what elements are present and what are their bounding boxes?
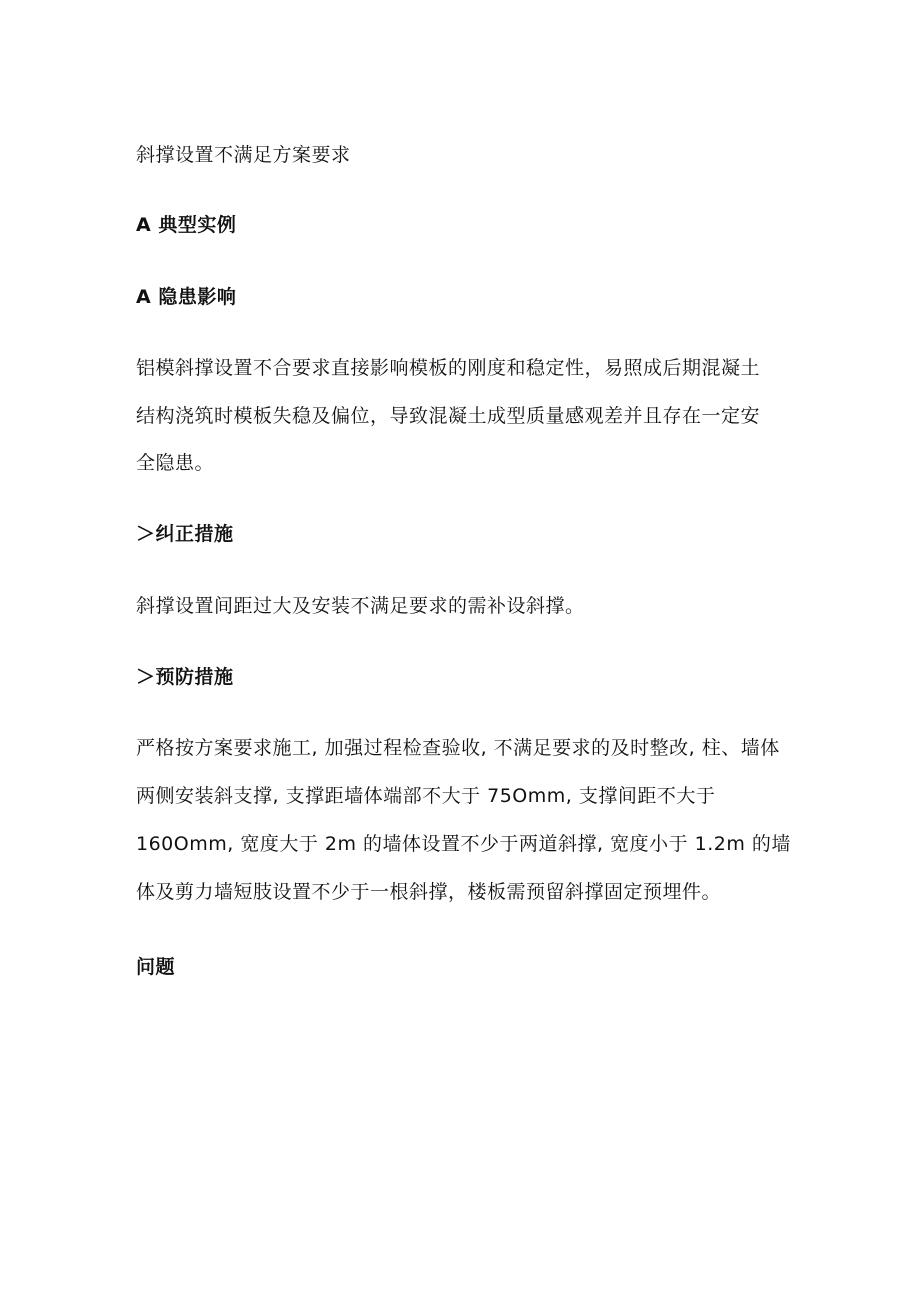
prevention-paragraph-line: 160Omm, 宽度大于 2m 的墙体设置不少于两道斜撑, 宽度小于 1.2m 的墙 (136, 833, 791, 855)
prevention-paragraph-line: 体及剪力墙短肢设置不少于一根斜撑，楼板需预留斜撑固定预埋件。 (136, 881, 722, 903)
prevention-paragraph-line: 两侧安装斜支撑, 支撑距墙体端部不大于 75Omm, 支撑间距不大于 (136, 785, 716, 807)
section-heading-correction: ＞纠正措施 (136, 523, 234, 545)
hazard-paragraph-line: 结构浇筑时模板失稳及偏位，导致混凝土成型质量感观差并且存在一定安 (136, 405, 761, 427)
section-heading-prevention: ＞预防措施 (136, 666, 234, 688)
section-heading-hazard: A 隐患影响 (136, 286, 237, 308)
hazard-paragraph-line: 铝模斜撑设置不合要求直接影响模板的刚度和稳定性，易照成后期混凝土 (136, 357, 761, 379)
section-heading-issues: 问题 (136, 956, 176, 978)
prevention-paragraph-line: 严格按方案要求施工, 加强过程检查验收, 不满足要求的及时整改, 柱、墙体 (136, 737, 780, 759)
correction-paragraph: 斜撑设置间距过大及安装不满足要求的需补设斜撑。 (136, 595, 585, 617)
document-title: 斜撑设置不满足方案要求 (136, 144, 351, 166)
hazard-paragraph-line: 全隐患。 (136, 452, 215, 474)
section-heading-example: A 典型实例 (136, 214, 237, 236)
